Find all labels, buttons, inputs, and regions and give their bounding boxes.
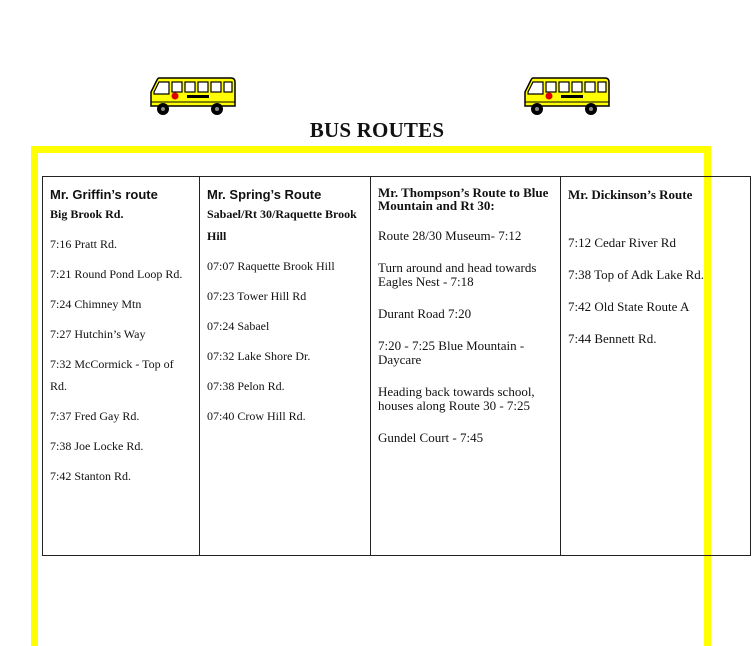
route-stop: Gundel Court - 7:45 — [378, 430, 484, 445]
route-stop: 7:16 Pratt Rd. — [50, 237, 118, 251]
route-heading: Mr. Griffin’s route — [50, 187, 158, 202]
route-stop: 7:24 Chimney Mtn — [50, 297, 142, 311]
route-stop: 7:37 Fred Gay Rd. — [50, 409, 140, 423]
route-heading: Mr. Dickinson’s Route — [568, 187, 693, 202]
route-stop: 07:38 Pelon Rd. — [207, 379, 285, 393]
route-stop: 7:42 Stanton Rd. — [50, 469, 132, 483]
table-row — [43, 177, 751, 556]
route-stop: 07:32 Lake Shore Dr. — [207, 349, 311, 363]
school-bus-icon — [521, 72, 611, 120]
route-stop: 07:23 Tower Hill Rd — [207, 289, 307, 303]
route-column-spring — [200, 177, 371, 556]
page-title: BUS ROUTES — [309, 118, 445, 142]
route-stop: 07:24 Sabael — [207, 319, 270, 333]
route-stop: Heading back towards school, houses along Route 30 - 7:25 — [378, 384, 535, 413]
route-stop: 7:44 Bennett Rd. — [568, 331, 657, 346]
route-stop: Turn around and head towards Eagles Nest - 7:18 — [378, 260, 537, 289]
route-column-griffin — [43, 177, 200, 556]
route-column-thompson — [371, 177, 561, 556]
route-stop: 7:38 Joe Locke Rd. — [50, 439, 144, 453]
route-subheading: Sabael/Rt 30/Raquette Brook Hill — [207, 207, 357, 243]
route-stop: 7:20 - 7:25 Blue Mountain - Daycare — [378, 338, 525, 367]
route-heading: Mr. Thompson’s Route to Blue Mountain and Rt 30: — [378, 185, 549, 213]
route-stop: Route 28/30 Museum- 7:12 — [378, 228, 522, 243]
route-stop: 7:27 Hutchin’s Way — [50, 327, 146, 341]
route-stop: 7:32 McCormick - Top of Rd. — [50, 357, 174, 393]
route-stop: 07:07 Raquette Brook Hill — [207, 259, 335, 273]
route-stop: 07:40 Crow Hill Rd. — [207, 409, 306, 423]
route-stop: 7:12 Cedar River Rd — [568, 235, 676, 250]
route-column-dickinson — [561, 177, 751, 556]
route-stop: Durant Road 7:20 — [378, 306, 472, 321]
route-stop: 7:21 Round Pond Loop Rd. — [50, 267, 183, 281]
route-heading: Mr. Spring’s Route — [207, 187, 322, 202]
school-bus-icon — [147, 72, 237, 120]
route-stop: 7:38 Top of Adk Lake Rd. — [568, 267, 705, 282]
routes-table — [42, 176, 751, 556]
route-subheading: Big Brook Rd. — [50, 207, 124, 221]
route-stop: 7:42 Old State Route A — [568, 299, 690, 314]
